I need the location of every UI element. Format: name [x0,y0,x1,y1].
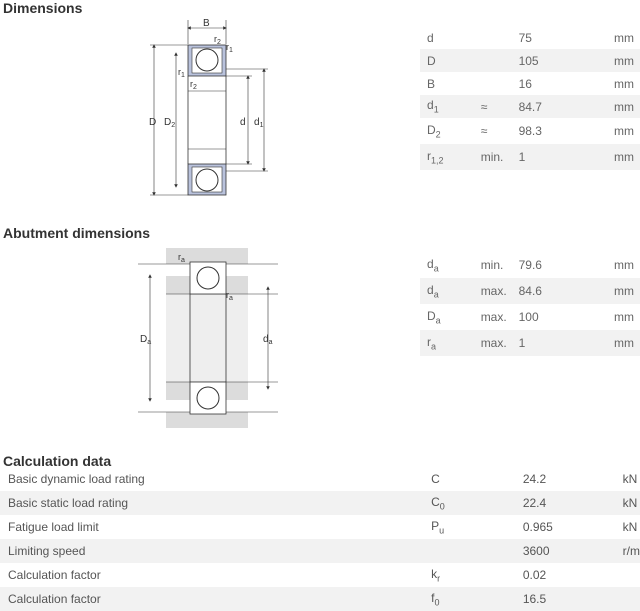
label-D: D [149,117,157,128]
symbol-text: d [427,98,434,113]
param-unit: mm [614,144,640,170]
param-qualifier: max. [480,310,507,324]
calc-symbol [420,467,523,491]
label-d: d [240,117,246,128]
calc-value: 3600 [523,539,623,563]
bottom-ball [196,169,218,191]
dimensions-row [420,144,640,170]
calc-symbol [420,515,523,539]
dimensions-row [420,95,640,118]
bearing-dimensions-drawing [140,14,280,202]
param-qualifier [481,26,519,49]
param-unit: mm [614,124,635,138]
label-r1-top: $r_1$ [226,42,233,54]
symbol-subscript: a [433,289,439,300]
dimensions-table [420,26,640,170]
param-value: 100 [518,310,539,324]
calc-unit: kN [622,472,638,486]
param-unit: mm [614,95,640,118]
symbol-subscript: a [431,341,437,352]
label-d1: $d_1$ [254,117,264,129]
label-r2-side: $r_2$ [190,79,197,91]
param-value: 1 [519,330,614,356]
param-unit: mm [614,76,635,91]
calc-label: Basic dynamic load rating [8,472,145,486]
calc-unit: kN [622,520,638,534]
symbol-text: B [427,76,436,91]
abutment-dimensions-drawing [138,246,278,430]
param-qualifier: max. [481,330,519,356]
param-symbol [420,278,481,304]
calc-symbol [420,587,523,611]
dimensions-row [420,72,640,95]
symbol-subscript: a [433,263,439,274]
symbol-text: C [431,472,440,486]
param-unit: mm [614,258,635,272]
param-qualifier: ≈ [480,124,488,138]
abutment-row [420,278,640,304]
symbol-subscript: 0 [434,597,440,608]
calculation-row [0,539,640,563]
param-symbol [420,72,481,95]
calc-label: Limiting speed [0,539,420,563]
calc-unit: kN [623,491,640,515]
symbol-text: D [427,53,436,68]
symbol-text: f [431,590,435,605]
param-value: 84.7 [519,95,614,118]
symbol-text: D [427,308,436,323]
symbol-subscript: 0 [439,501,445,512]
label-D2: $D_2$ [164,117,176,129]
param-value: 16 [518,76,532,91]
param-unit: mm [614,310,635,324]
calc-value: 22.4 [523,491,623,515]
calc-unit [623,587,640,611]
abutment-row [420,330,640,356]
label-ra-right: $r_a$ [226,290,233,302]
calc-symbol [420,563,523,587]
param-qualifier [481,49,519,72]
symbol-subscript: 2 [435,129,441,140]
calc-label: Fatigue load limit [8,520,99,534]
symbol-text: d [427,282,434,297]
calculation-row [0,467,640,491]
param-unit: mm [614,330,640,356]
dimensions-row [420,26,640,49]
symbol-subscript: 1,2 [431,155,444,166]
calc-symbol [420,539,523,563]
param-value: 79.6 [518,258,542,272]
param-value: 75 [518,30,532,45]
param-value: 105 [519,49,614,72]
param-value: 98.3 [518,124,542,138]
param-qualifier: min. [480,258,504,272]
calc-label: Basic static load rating [0,491,420,515]
top-ball [196,49,218,71]
symbol-text: d [427,256,434,271]
param-value: 84.6 [519,278,614,304]
param-symbol [420,144,481,170]
symbol-text: P [431,518,440,533]
symbol-text: C [431,494,440,509]
abutment-row [420,304,640,330]
abutment-row [420,252,640,278]
calculation-row [0,491,640,515]
param-qualifier: ≈ [481,95,519,118]
calculation-row [0,587,640,611]
symbol-subscript: 1 [433,104,439,115]
calc-value: 16.5 [523,587,623,611]
calculation-table [0,467,640,611]
dimensions-row [420,118,640,144]
param-unit: mm [614,278,640,304]
dimensions-heading: Dimensions [3,0,83,16]
abutment-dimensions-heading: Abutment dimensions [3,225,151,241]
param-unit: mm [614,49,640,72]
param-qualifier [481,72,519,95]
symbol-text: D [427,122,436,137]
param-symbol [420,330,481,356]
param-symbol [420,95,481,118]
symbol-subscript: u [439,525,445,536]
symbol-subscript: a [435,315,441,326]
param-symbol [420,304,481,330]
param-symbol [420,252,481,278]
calc-value: 24.2 [522,472,547,486]
symbol-text: d [427,30,434,45]
label-r1-side: $r_1$ [178,67,185,79]
param-value: 1 [519,144,614,170]
calculation-row [0,515,640,539]
label-ra-top: $r_a$ [178,252,185,264]
calculation-data-heading: Calculation data [3,453,112,469]
calc-value: 0.965 [522,520,553,534]
param-symbol [420,26,481,49]
param-symbol [420,118,481,144]
calc-label: Calculation factor [8,568,101,582]
param-symbol [420,49,481,72]
shaft-section [166,294,248,382]
calculation-row [0,563,640,587]
symbol-text: r [427,148,431,163]
param-qualifier: max. [481,278,519,304]
calc-label: Calculation factor [0,587,420,611]
calc-unit [623,563,640,587]
label-da: $d_a$ [263,334,273,346]
symbol-text: r [427,334,431,349]
label-r2-top: $r_2$ [214,34,221,46]
label-B: B [203,18,210,29]
calc-symbol [420,491,523,515]
param-unit: mm [614,30,635,45]
calc-value: 0.02 [522,568,547,582]
symbol-subscript: r [437,573,441,584]
symbol-text: k [431,566,438,581]
param-qualifier: min. [481,144,519,170]
label-Da: $D_a$ [140,334,152,346]
abutment-table [420,252,640,356]
calc-unit: r/m [623,539,640,563]
dimensions-row [420,49,640,72]
